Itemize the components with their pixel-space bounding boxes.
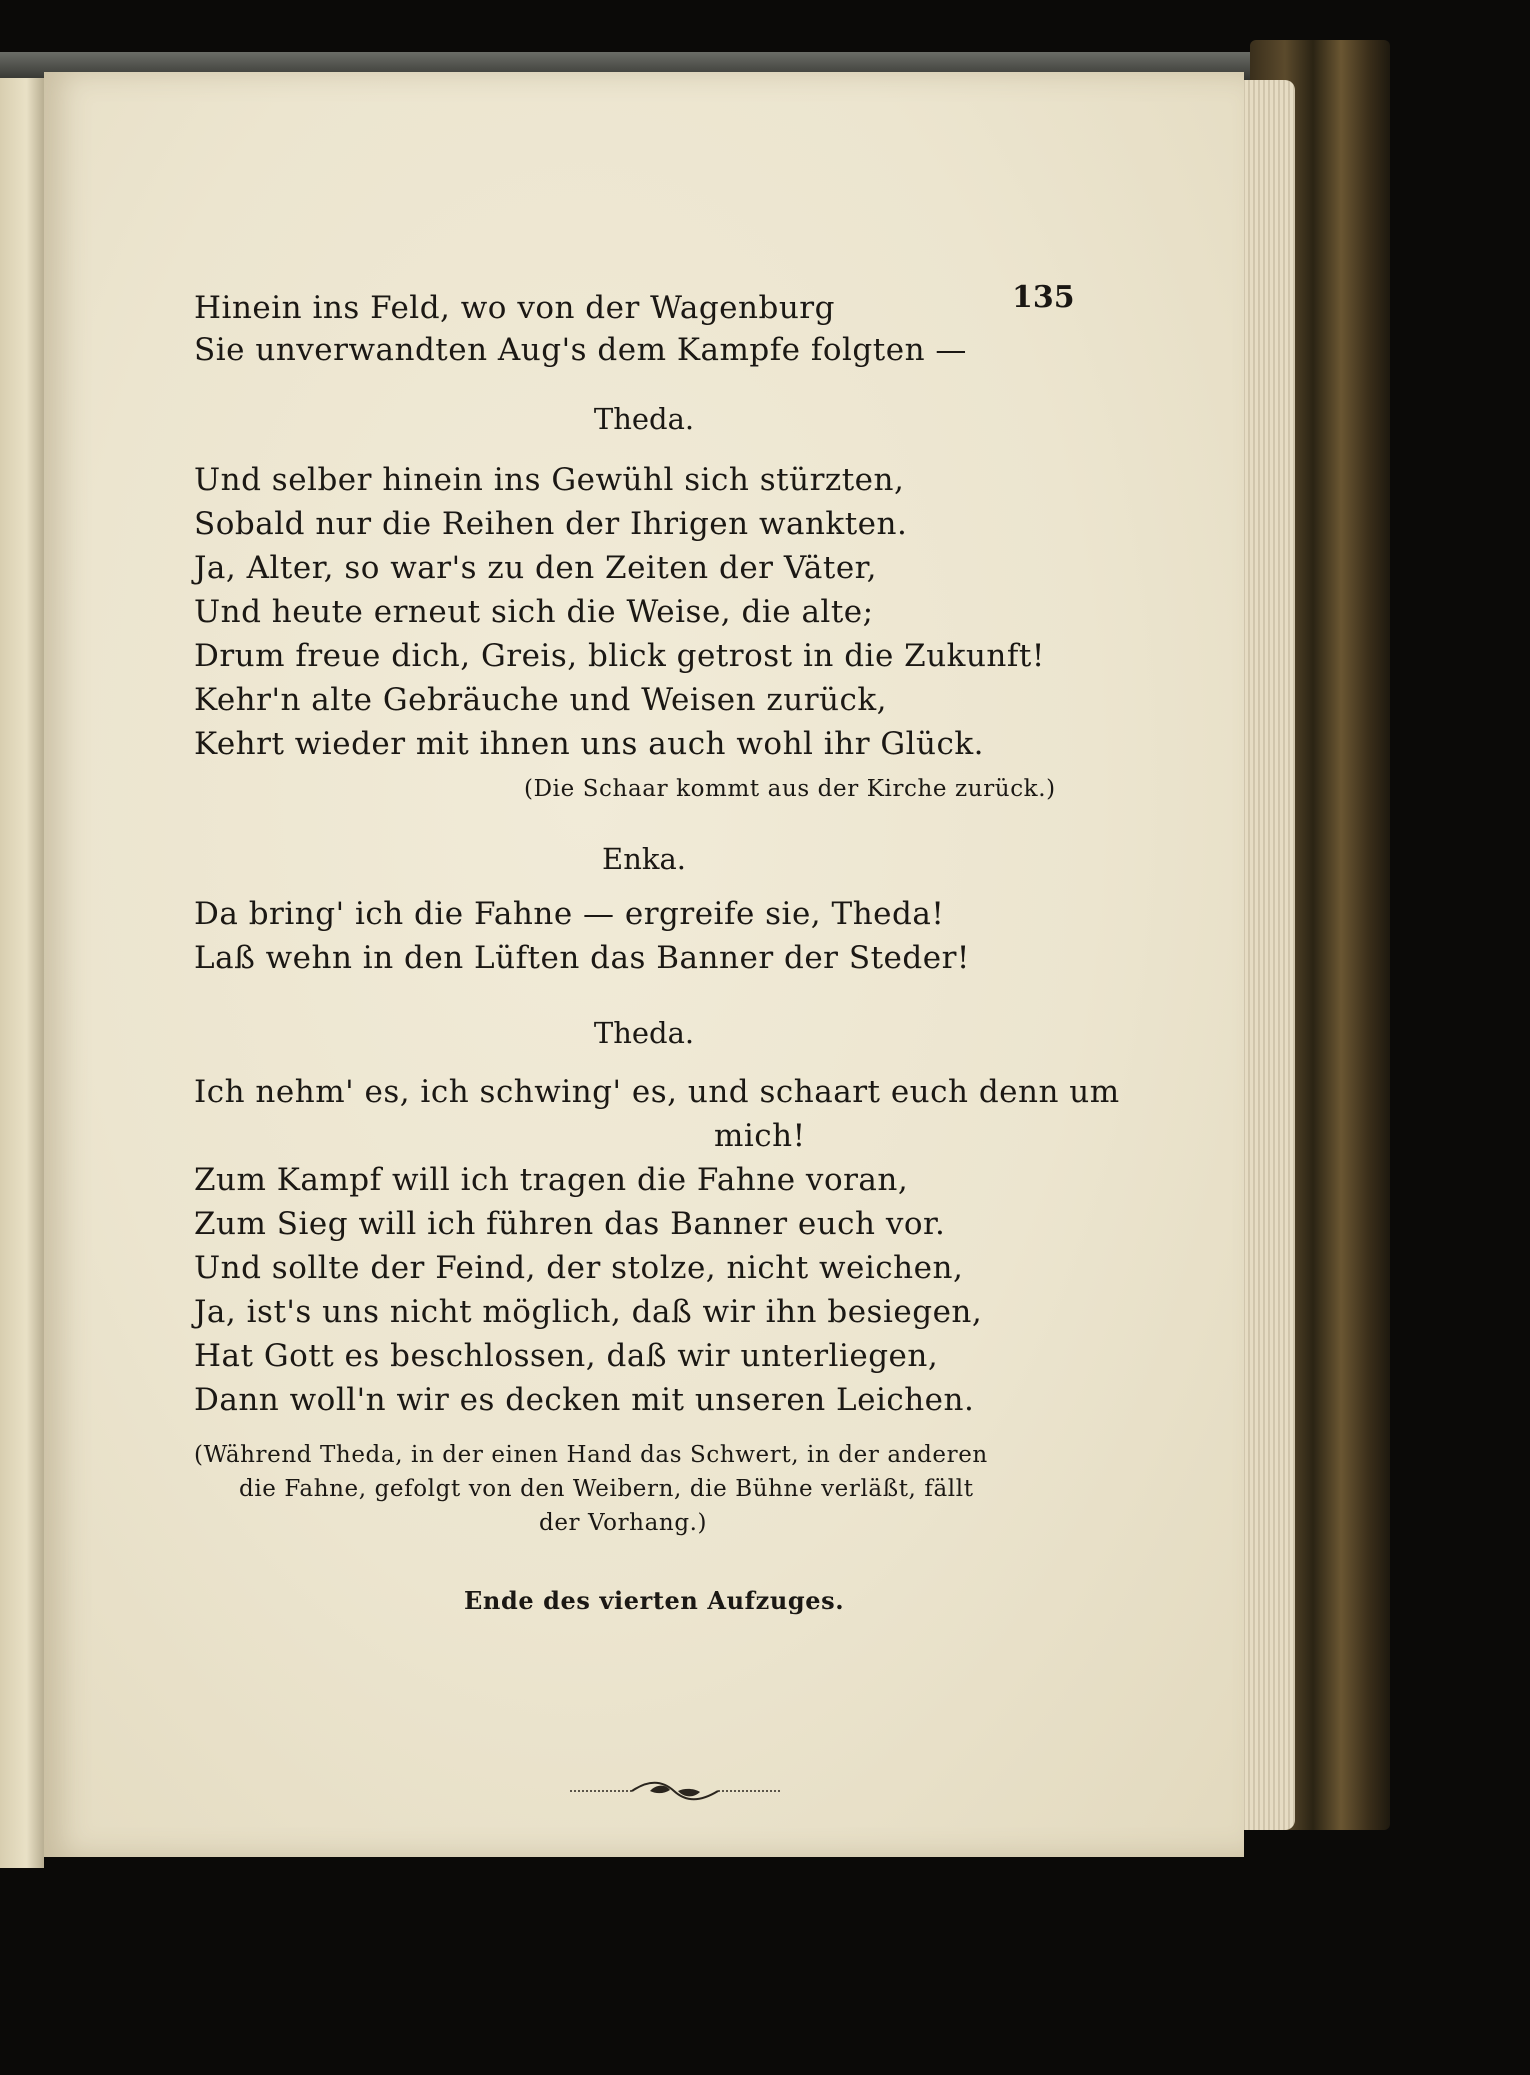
ornament-flourish-icon (570, 1776, 780, 1806)
verse-line: Laß wehn in den Lüften das Banner der Steder! (194, 940, 970, 976)
end-of-act-note: Ende des vierten Aufzuges. (464, 1586, 845, 1615)
verse-line: Hinein ins Feld, wo von der Wagenburg (194, 290, 835, 326)
stage-direction: der Vorhang.) (539, 1510, 708, 1536)
verse-line: Und sollte der Feind, der stolze, nicht weichen, (194, 1250, 964, 1286)
verse-line: Dann woll'n wir es decken mit unseren Leichen. (194, 1382, 975, 1418)
verse-line: Zum Kampf will ich tragen die Fahne voran, (194, 1162, 909, 1198)
page-text (44, 72, 1244, 1857)
speaker-name: Enka. (602, 842, 686, 876)
verse-line: Hat Gott es beschlossen, daß wir unterliegen, (194, 1338, 939, 1374)
verse-line: Drum freue dich, Greis, blick getrost in die Zukunft! (194, 638, 1045, 674)
page-number: 135 (1012, 280, 1075, 315)
stage-direction: die Fahne, gefolgt von den Weibern, die Bühne verläßt, fällt (239, 1476, 974, 1502)
verse-line: Kehrt wieder mit ihnen uns auch wohl ihr Glück. (194, 726, 985, 762)
verse-line: Kehr'n alte Gebräuche und Weisen zurück, (194, 682, 887, 718)
verse-line: Sie unverwandten Aug's dem Kampfe folgten — (194, 332, 967, 368)
verse-line: Da bring' ich die Fahne — ergreife sie, Theda! (194, 896, 945, 932)
verse-line: Zum Sieg will ich führen das Banner euch vor. (194, 1206, 946, 1242)
page-edges (1235, 80, 1295, 1830)
stage-direction: (Die Schaar kommt aus der Kirche zurück.) (524, 776, 1056, 802)
verse-line: Ja, ist's uns nicht möglich, daß wir ihn besiegen, (194, 1294, 983, 1330)
verse-line: Ich nehm' es, ich schwing' es, und schaart euch denn um (194, 1074, 1120, 1110)
stage-direction: (Während Theda, in der einen Hand das Schwert, in der anderen (194, 1442, 988, 1468)
verse-line: Sobald nur die Reihen der Ihrigen wankten. (194, 506, 908, 542)
speaker-name: Theda. (593, 1016, 695, 1050)
verse-line: Und heute erneut sich die Weise, die alte; (194, 594, 874, 630)
left-page-edge (0, 78, 44, 1868)
speaker-name: Theda. (593, 402, 695, 436)
verse-line: Und selber hinein ins Gewühl sich stürzten, (194, 462, 905, 498)
book-page (44, 72, 1244, 1857)
verse-line: Ja, Alter, so war's zu den Zeiten der Väter, (194, 550, 877, 586)
verse-line: mich! (714, 1118, 806, 1154)
